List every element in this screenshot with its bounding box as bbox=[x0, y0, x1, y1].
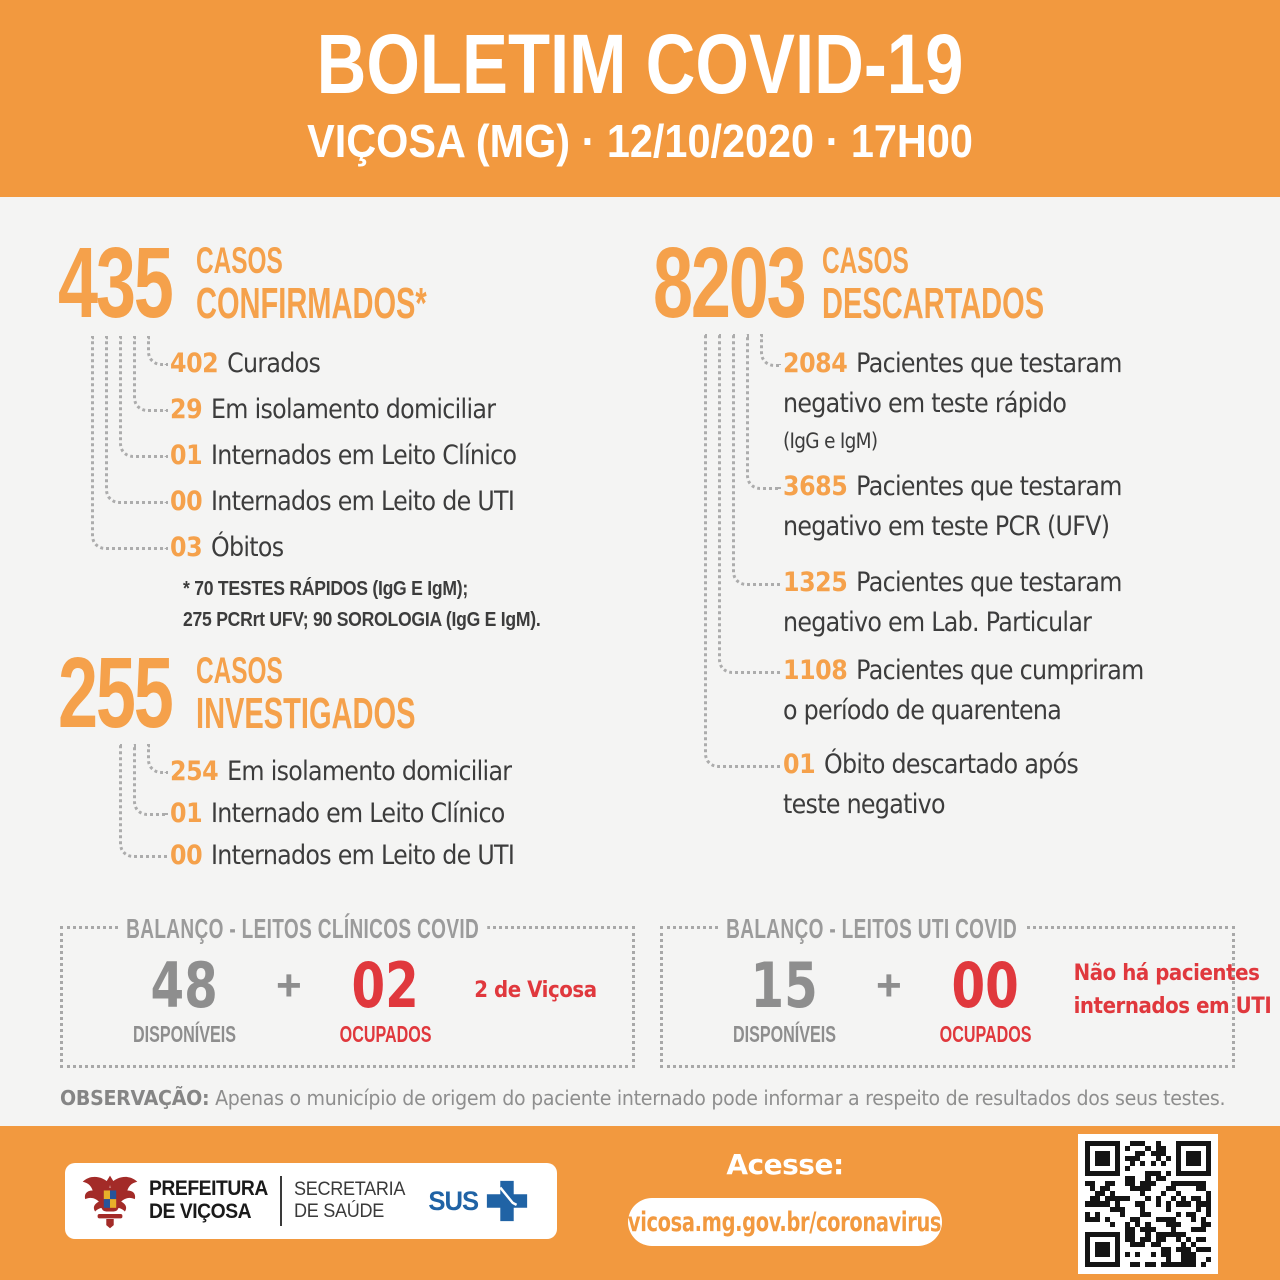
stat-row bbox=[170, 834, 514, 876]
clinical-occupied bbox=[320, 948, 451, 1048]
discarded-item bbox=[783, 344, 1241, 458]
tests-footnote bbox=[183, 574, 540, 636]
stat-value: 1108 bbox=[783, 655, 848, 686]
stat-row bbox=[170, 524, 516, 570]
icu-available-value: 15 bbox=[750, 948, 819, 1022]
stat-value: 01 bbox=[783, 749, 816, 780]
stat-label-line2: o período de quarentena bbox=[783, 695, 1062, 726]
confirmed-label bbox=[196, 242, 546, 326]
url-text: vicosa.mg.gov.br/coronavirus bbox=[628, 1206, 942, 1238]
plus-sign: + bbox=[275, 961, 302, 1010]
stat-value: 00 bbox=[170, 485, 203, 517]
discarded-item bbox=[783, 745, 1241, 825]
discarded-name: DESCARTADOS bbox=[822, 279, 1045, 328]
connector-elbow bbox=[704, 334, 781, 768]
clinical-beds-note: 2 de Viçosa bbox=[474, 977, 597, 1003]
icu-beds-note bbox=[1073, 957, 1276, 1045]
secretaria-name-line1: SECRETARIA bbox=[294, 1179, 406, 1201]
tests-footnote-line1: * 70 TESTES RÁPIDOS (IgG E IgM); bbox=[183, 578, 468, 600]
url-pill bbox=[628, 1198, 942, 1246]
page-subtitle: VIÇOSA (MG) · 12/10/2020 · 17H00 bbox=[307, 115, 973, 167]
prefeitura-name bbox=[149, 1178, 268, 1223]
confirmed-kicker: CASOS bbox=[196, 240, 283, 281]
observation-label: OBSERVAÇÃO: bbox=[60, 1086, 210, 1110]
stat-value: 29 bbox=[170, 393, 203, 425]
qr-code bbox=[1078, 1134, 1218, 1274]
stat-label-line2: negativo em teste rápido bbox=[783, 388, 1067, 419]
stat-label-line3: (IgG e IgM) bbox=[783, 429, 878, 453]
clinical-available-label: DISPONÍVEIS bbox=[133, 1020, 236, 1047]
stat-label-line2: negativo em teste PCR (UFV) bbox=[783, 511, 1110, 542]
stat-label: Pacientes que testaram bbox=[856, 471, 1122, 502]
stat-value: 03 bbox=[170, 531, 203, 563]
discarded-item bbox=[783, 563, 1241, 643]
sus-logo bbox=[427, 1178, 530, 1224]
stat-row bbox=[170, 792, 514, 834]
icu-available bbox=[711, 948, 858, 1048]
plus-sign: + bbox=[875, 961, 902, 1010]
clinical-beds-box bbox=[60, 913, 635, 1068]
clinical-occupied-value: 02 bbox=[351, 948, 419, 1022]
stat-label: Internados em Leito de UTI bbox=[210, 485, 515, 517]
stat-value: 01 bbox=[170, 797, 203, 829]
tests-footnote-line2: 275 PCRrt UFV; 90 SOROLOGIA (IgG E IgM). bbox=[183, 609, 541, 631]
stat-row bbox=[170, 386, 516, 432]
stat-row bbox=[170, 432, 516, 478]
confirmed-name: CONFIRMADOS* bbox=[196, 279, 427, 328]
connector-elbow bbox=[119, 744, 168, 858]
prefeitura-crest-logo bbox=[79, 1172, 141, 1230]
investigated-breakdown bbox=[170, 750, 561, 876]
stat-label: Pacientes que testaram bbox=[856, 567, 1122, 598]
discarded-label bbox=[822, 242, 1159, 326]
stat-label: Óbito descartado após bbox=[823, 749, 1079, 780]
stat-label: Pacientes que testaram bbox=[856, 348, 1122, 379]
discarded-item bbox=[783, 651, 1241, 731]
stat-value: 254 bbox=[170, 755, 219, 787]
investigated-name: INVESTIGADOS bbox=[196, 689, 416, 738]
prefeitura-name-line2: DE VIÇOSA bbox=[149, 1200, 252, 1223]
logos-plate bbox=[65, 1163, 557, 1239]
stat-row bbox=[170, 750, 514, 792]
stat-label: Internado em Leito Clínico bbox=[210, 797, 505, 829]
prefeitura-name-line1: PREFEITURA bbox=[149, 1177, 268, 1201]
stat-label: Óbitos bbox=[210, 531, 284, 563]
divider bbox=[280, 1176, 282, 1226]
icu-beds-note-line2: internados em UTI bbox=[1073, 994, 1272, 1019]
stat-label: Internados em Leito Clínico bbox=[210, 439, 517, 471]
stat-label: Curados bbox=[227, 347, 321, 379]
confirmed-number: 435 bbox=[58, 227, 172, 339]
discarded-item bbox=[783, 467, 1241, 547]
icu-occupied-label: OCUPADOS bbox=[939, 1020, 1032, 1047]
observation-note bbox=[60, 1086, 1226, 1110]
clinical-available-value: 48 bbox=[150, 948, 219, 1022]
icu-beds-box bbox=[660, 913, 1272, 1068]
connector-elbow bbox=[91, 336, 168, 550]
clinical-occupied-label: OCUPADOS bbox=[339, 1020, 432, 1047]
icu-beds-note-line1: Não há pacientes bbox=[1073, 961, 1260, 986]
stat-value: 1325 bbox=[783, 567, 848, 598]
discarded-kicker: CASOS bbox=[822, 240, 909, 281]
discarded-number: 8203 bbox=[653, 227, 805, 339]
secretaria-name-line2: DE SAÚDE bbox=[294, 1201, 385, 1222]
sus-logo-text: SUS bbox=[428, 1185, 479, 1216]
clinical-beds-title: BALANÇO - LEITOS CLÍNICOS COVID bbox=[118, 913, 487, 945]
qr-code-grid bbox=[1085, 1141, 1211, 1267]
stat-label: Em isolamento domiciliar bbox=[227, 755, 512, 787]
footer-band bbox=[0, 1126, 1280, 1280]
header-band bbox=[0, 0, 1280, 197]
access-label: Acesse: bbox=[726, 1148, 844, 1181]
icu-available-label: DISPONÍVEIS bbox=[733, 1020, 836, 1047]
stat-label-line2: teste negativo bbox=[783, 789, 945, 820]
clinical-available bbox=[111, 948, 258, 1048]
stat-value: 2084 bbox=[783, 348, 848, 379]
observation-text: Apenas o município de origem do paciente internado pode informar a respeito de resultados dos seus testes. bbox=[209, 1086, 1226, 1110]
stat-value: 01 bbox=[170, 439, 203, 471]
investigated-kicker: CASOS bbox=[196, 650, 283, 691]
stat-value: 3685 bbox=[783, 471, 848, 502]
investigated-number: 255 bbox=[58, 637, 172, 749]
secretaria-name bbox=[294, 1179, 405, 1223]
stat-label: Internados em Leito de UTI bbox=[210, 839, 515, 871]
stat-row bbox=[170, 478, 516, 524]
icu-occupied-value: 00 bbox=[951, 948, 1019, 1022]
page-title: BOLETIM COVID-19 bbox=[316, 17, 964, 111]
confirmed-breakdown bbox=[170, 340, 564, 570]
stat-label-line2: negativo em Lab. Particular bbox=[783, 607, 1092, 638]
stat-value: 00 bbox=[170, 839, 203, 871]
investigated-label bbox=[196, 652, 529, 736]
sus-cross-icon bbox=[484, 1178, 530, 1224]
icu-occupied bbox=[920, 948, 1051, 1048]
icu-beds-title: BALANÇO - LEITOS UTI COVID bbox=[718, 913, 1025, 945]
stat-row bbox=[170, 340, 516, 386]
stat-label: Pacientes que cumpriram bbox=[856, 655, 1144, 686]
stat-label: Em isolamento domiciliar bbox=[210, 393, 496, 425]
stat-value: 402 bbox=[170, 347, 219, 379]
